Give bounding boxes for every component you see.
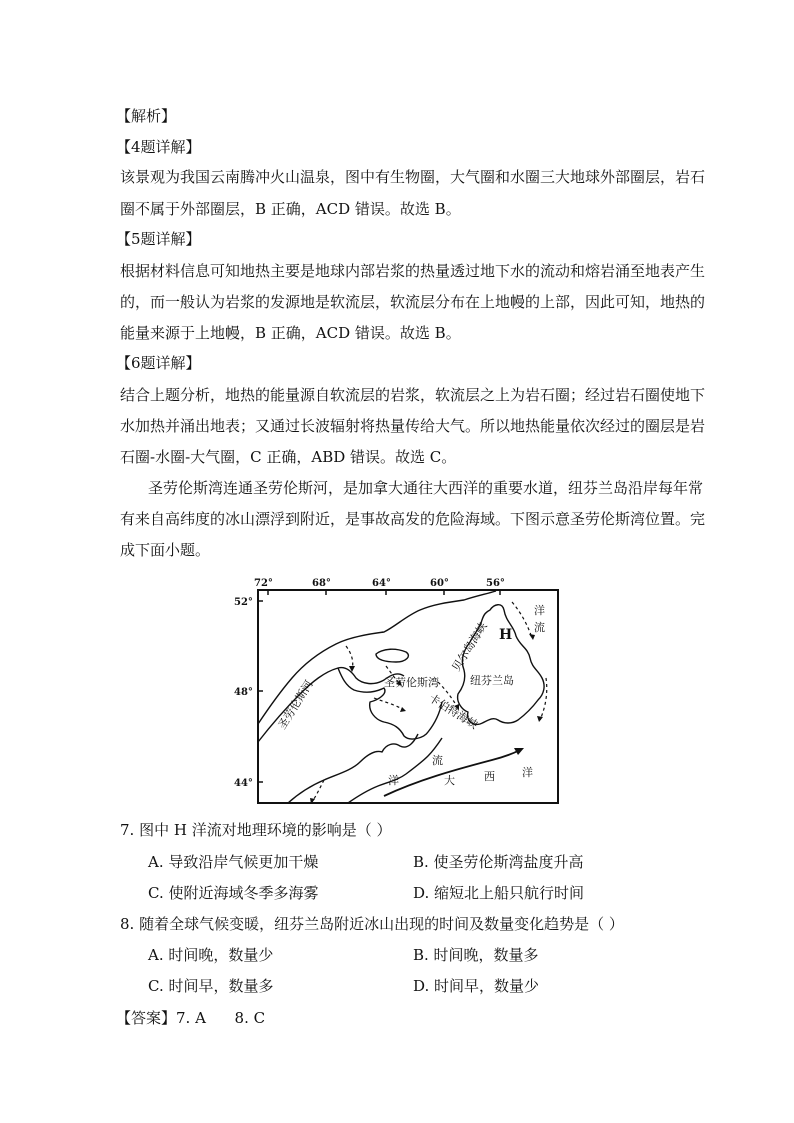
label-current-char-2: 流: [534, 621, 545, 634]
label-newfoundland: 纽芬兰岛: [470, 674, 514, 687]
label-st-lawrence-river: 圣劳伦斯河: [275, 678, 316, 732]
gulf-of-st-lawrence-map: [228, 574, 568, 806]
lon-tick-64: 64°: [372, 578, 391, 589]
q6-line-2: 水加热并涌出地表；又通过长波辐射将热量传给大气。所以地热能量依次经过的圈层是岩: [120, 417, 706, 435]
label-current-char-1: 洋: [534, 604, 545, 617]
q7-option-b: B. 使圣劳伦斯湾盐度升高: [413, 853, 584, 871]
q4-line-2: 圈不属于外部圈层，B 正确，ACD 错误。故选 B。: [120, 200, 461, 218]
q4-line-1: 该景观为我国云南腾冲火山温泉，图中有生物圈，大气圈和水圈三大地球外部圈层，岩石: [120, 168, 706, 186]
passage-line-1: 圣劳伦斯湾连通圣劳伦斯河，是加拿大通往大西洋的重要水道，纽芬兰岛沿岸每年常: [148, 479, 704, 497]
label-atlantic-char-2: 大: [444, 774, 455, 787]
q5-line-3: 能量来源于上地幔，B 正确，ACD 错误。故选 B。: [120, 324, 461, 342]
q7-option-c: C. 使附近海域冬季多海雾: [148, 884, 319, 902]
q5-heading: 【5题详解】: [116, 230, 201, 248]
label-atlantic-char-3: 西: [484, 770, 495, 783]
passage-line-2: 有来自高纬度的冰山漂浮到附近，是事故高发的危险海域。下图示意圣劳伦斯湾位置。完: [120, 510, 706, 528]
lon-tick-56: 56°: [486, 578, 505, 589]
label-h-current: H: [499, 627, 513, 643]
atlantic-current-line: [384, 750, 520, 796]
q6-line-3: 石圈-水圈-大气圈，C 正确，ABD 错误。故选 C。: [120, 448, 457, 466]
q8-option-d: D. 时间早，数量少: [413, 977, 540, 995]
passage-line-3: 成下面小题。: [120, 541, 211, 559]
label-belle-isle-strait: 贝尔岛海峡: [449, 620, 490, 674]
q7-option-a: A. 导致沿岸气候更加干燥: [148, 853, 319, 871]
label-flow: 流: [432, 754, 443, 767]
lat-tick-48: 48°: [234, 687, 253, 698]
answer-label: 【答案】: [116, 1009, 177, 1027]
answer-value: 7. A 8. C: [176, 1009, 266, 1027]
lon-tick-68: 68°: [312, 578, 331, 589]
map-ticks: [258, 590, 500, 782]
q8-option-c: C. 时间早，数量多: [148, 977, 274, 995]
q4-heading: 【4题详解】: [116, 138, 201, 156]
q8-stem: 8. 随着全球气候变暖，纽芬兰岛附近冰山出现的时间及数量变化趋势是（ ）: [120, 915, 624, 933]
q6-line-1: 结合上题分析，地热的能量源自软流层的岩浆，软流层之上为岩石圈；经过岩石圈使地下: [120, 386, 706, 404]
q6-heading: 【6题详解】: [116, 354, 201, 372]
q8-option-a: A. 时间晚，数量少: [148, 946, 274, 964]
q5-line-2: 的，而一般认为岩浆的发源地是软流层，软流层分布在上地幔的上部，因此可知，地热的: [120, 293, 706, 311]
label-atlantic-char-1: 洋: [388, 774, 399, 787]
label-cabot-strait: 卡伯特海峡: [426, 691, 480, 732]
lat-tick-52: 52°: [234, 597, 253, 608]
label-gulf-st-lawrence: 圣劳伦斯湾: [384, 676, 439, 689]
lon-tick-72: 72°: [254, 578, 273, 589]
analysis-heading: 【解析】: [116, 107, 177, 125]
q8-option-b: B. 时间晚，数量多: [413, 946, 539, 964]
q7-option-d: D. 缩短北上船只航行时间: [413, 884, 585, 902]
q7-stem: 7. 图中 H 洋流对地理环境的影响是（ ）: [120, 821, 392, 839]
lon-tick-60: 60°: [430, 578, 449, 589]
lat-tick-44: 44°: [234, 778, 253, 789]
label-atlantic-char-4: 洋: [522, 766, 533, 779]
answer-row: [116, 1008, 265, 1028]
q5-line-1: 根据材料信息可知地热主要是地球内部岩浆的热量透过地下水的流动和熔岩涌至地表产生: [120, 262, 706, 280]
